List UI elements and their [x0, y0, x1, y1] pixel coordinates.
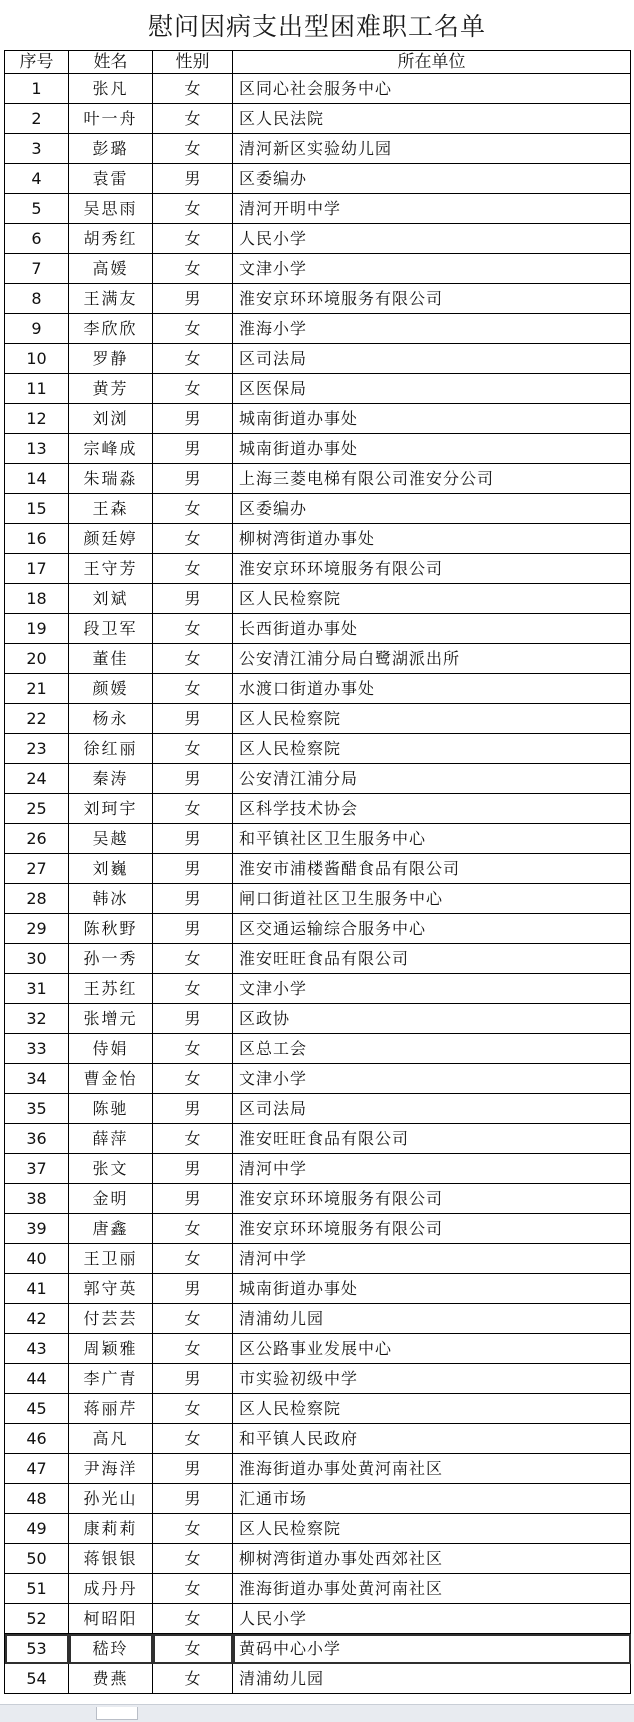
row-unit-cell[interactable]: 清河开明中学 — [233, 194, 631, 224]
row-unit-cell[interactable]: 区公路事业发展中心 — [233, 1334, 631, 1364]
row-no-cell[interactable]: 5 — [5, 194, 69, 224]
row-unit-cell[interactable]: 和平镇社区卫生服务中心 — [233, 824, 631, 854]
row-gender-cell[interactable]: 女 — [153, 344, 233, 374]
table-row — [5, 674, 631, 704]
row-name-cell[interactable]: 张增元 — [69, 1004, 153, 1034]
row-no-cell[interactable]: 20 — [5, 644, 69, 674]
table-row — [5, 704, 631, 734]
header-gender[interactable]: 性别 — [153, 51, 233, 74]
row-name-cell[interactable]: 张凡 — [69, 74, 153, 104]
table-row — [5, 254, 631, 284]
row-no-cell[interactable]: 25 — [5, 794, 69, 824]
row-name-cell[interactable]: 郭守英 — [69, 1274, 153, 1304]
row-name-cell[interactable]: 李欣欣 — [69, 314, 153, 344]
row-name-cell[interactable]: 周颖雅 — [69, 1334, 153, 1364]
row-unit-cell[interactable]: 区委编办 — [233, 494, 631, 524]
row-no-cell[interactable]: 44 — [5, 1364, 69, 1394]
row-unit-cell[interactable]: 淮海小学 — [233, 314, 631, 344]
row-no-cell[interactable]: 6 — [5, 224, 69, 254]
row-no-cell[interactable]: 11 — [5, 374, 69, 404]
table-row — [5, 1634, 631, 1664]
row-name-cell[interactable]: 付芸芸 — [69, 1304, 153, 1334]
row-name-cell[interactable]: 王守芳 — [69, 554, 153, 584]
row-no-cell[interactable]: 50 — [5, 1544, 69, 1574]
row-unit-cell[interactable]: 清浦幼儿园 — [233, 1304, 631, 1334]
table-row — [5, 524, 631, 554]
row-gender-cell[interactable]: 女 — [153, 1514, 233, 1544]
row-no-cell[interactable]: 38 — [5, 1184, 69, 1214]
row-unit-cell[interactable]: 清浦幼儿园 — [233, 1664, 631, 1694]
table-row — [5, 614, 631, 644]
row-name-cell[interactable]: 李广青 — [69, 1364, 153, 1394]
header-unit[interactable]: 所在单位 — [233, 51, 631, 74]
table-row — [5, 824, 631, 854]
row-gender-cell[interactable]: 女 — [153, 1574, 233, 1604]
row-gender-cell[interactable]: 女 — [153, 1634, 233, 1664]
row-name-cell[interactable]: 袁雷 — [69, 164, 153, 194]
row-gender-cell[interactable]: 女 — [153, 374, 233, 404]
row-name-cell[interactable]: 陈驰 — [69, 1094, 153, 1124]
row-unit-cell[interactable]: 区同心社会服务中心 — [233, 74, 631, 104]
row-name-cell[interactable]: 王森 — [69, 494, 153, 524]
row-unit-cell[interactable]: 淮安市浦楼酱醋食品有限公司 — [233, 854, 631, 884]
table-body — [5, 74, 631, 1694]
row-gender-cell[interactable]: 男 — [153, 914, 233, 944]
row-no-cell[interactable]: 4 — [5, 164, 69, 194]
row-no-cell[interactable]: 10 — [5, 344, 69, 374]
table-row — [5, 224, 631, 254]
row-gender-cell[interactable]: 男 — [153, 824, 233, 854]
row-gender-cell[interactable]: 女 — [153, 1124, 233, 1154]
row-no-cell[interactable]: 36 — [5, 1124, 69, 1154]
row-no-cell[interactable]: 29 — [5, 914, 69, 944]
row-no-cell[interactable]: 51 — [5, 1574, 69, 1604]
table-row — [5, 1544, 631, 1574]
row-no-cell[interactable]: 39 — [5, 1214, 69, 1244]
row-no-cell[interactable]: 24 — [5, 764, 69, 794]
row-gender-cell[interactable]: 女 — [153, 1664, 233, 1694]
row-unit-cell[interactable]: 淮海街道办事处黄河南社区 — [233, 1454, 631, 1484]
row-no-cell[interactable]: 48 — [5, 1484, 69, 1514]
row-no-cell[interactable]: 43 — [5, 1334, 69, 1364]
row-no-cell[interactable]: 21 — [5, 674, 69, 704]
row-name-cell[interactable]: 宗峰成 — [69, 434, 153, 464]
row-gender-cell[interactable]: 女 — [153, 974, 233, 1004]
row-gender-cell[interactable]: 女 — [153, 614, 233, 644]
row-name-cell[interactable]: 韩冰 — [69, 884, 153, 914]
row-unit-cell[interactable]: 区交通运输综合服务中心 — [233, 914, 631, 944]
table-row — [5, 1484, 631, 1514]
row-gender-cell[interactable]: 女 — [153, 134, 233, 164]
row-name-cell[interactable]: 胡秀红 — [69, 224, 153, 254]
table-row — [5, 944, 631, 974]
row-gender-cell[interactable]: 女 — [153, 944, 233, 974]
row-unit-cell[interactable]: 上海三菱电梯有限公司淮安分公司 — [233, 464, 631, 494]
row-name-cell[interactable]: 朱瑞淼 — [69, 464, 153, 494]
spreadsheet — [4, 4, 630, 1694]
row-unit-cell[interactable]: 清河中学 — [233, 1244, 631, 1274]
row-no-cell[interactable]: 9 — [5, 314, 69, 344]
row-unit-cell[interactable]: 人民小学 — [233, 224, 631, 254]
row-unit-cell[interactable]: 区科学技术协会 — [233, 794, 631, 824]
row-gender-cell[interactable]: 女 — [153, 194, 233, 224]
row-unit-cell[interactable]: 区政协 — [233, 1004, 631, 1034]
header-name[interactable]: 姓名 — [69, 51, 153, 74]
table-row — [5, 1304, 631, 1334]
row-gender-cell[interactable]: 女 — [153, 1604, 233, 1634]
row-name-cell[interactable]: 秦涛 — [69, 764, 153, 794]
row-gender-cell[interactable]: 男 — [153, 164, 233, 194]
row-gender-cell[interactable]: 女 — [153, 254, 233, 284]
table-row — [5, 1034, 631, 1064]
row-gender-cell[interactable]: 男 — [153, 434, 233, 464]
table-row — [5, 854, 631, 884]
row-no-cell[interactable]: 14 — [5, 464, 69, 494]
row-unit-cell[interactable]: 区人民检察院 — [233, 704, 631, 734]
row-name-cell[interactable]: 金明 — [69, 1184, 153, 1214]
row-no-cell[interactable]: 53 — [5, 1634, 69, 1664]
row-unit-cell[interactable]: 和平镇人民政府 — [233, 1424, 631, 1454]
sheet-title: 慰问因病支出型困难职工名单 — [147, 12, 486, 41]
table-row — [5, 1004, 631, 1034]
row-name-cell[interactable]: 王苏红 — [69, 974, 153, 1004]
row-name-cell[interactable]: 蒋丽芹 — [69, 1394, 153, 1424]
row-name-cell[interactable]: 成丹丹 — [69, 1574, 153, 1604]
table-row — [5, 1424, 631, 1454]
row-no-cell[interactable]: 49 — [5, 1514, 69, 1544]
row-name-cell[interactable]: 费燕 — [69, 1664, 153, 1694]
row-unit-cell[interactable]: 区人民检察院 — [233, 1514, 631, 1544]
row-gender-cell[interactable]: 女 — [153, 1034, 233, 1064]
table-row — [5, 1454, 631, 1484]
row-unit-cell[interactable]: 水渡口街道办事处 — [233, 674, 631, 704]
table-row — [5, 884, 631, 914]
table-row — [5, 1514, 631, 1544]
row-unit-cell[interactable]: 淮安旺旺食品有限公司 — [233, 1124, 631, 1154]
row-name-cell[interactable]: 嵇玲 — [69, 1634, 153, 1664]
row-no-cell[interactable]: 41 — [5, 1274, 69, 1304]
row-gender-cell[interactable]: 女 — [153, 74, 233, 104]
table-row — [5, 464, 631, 494]
row-gender-cell[interactable]: 男 — [153, 1154, 233, 1184]
row-gender-cell[interactable]: 女 — [153, 734, 233, 764]
row-name-cell[interactable]: 孙光山 — [69, 1484, 153, 1514]
row-gender-cell[interactable]: 女 — [153, 104, 233, 134]
row-name-cell[interactable]: 侍娟 — [69, 1034, 153, 1064]
row-gender-cell[interactable]: 女 — [153, 794, 233, 824]
row-name-cell[interactable]: 蒋银银 — [69, 1544, 153, 1574]
row-gender-cell[interactable]: 女 — [153, 674, 233, 704]
table-row — [5, 1364, 631, 1394]
row-gender-cell[interactable]: 男 — [153, 284, 233, 314]
row-name-cell[interactable]: 吴思雨 — [69, 194, 153, 224]
table-row — [5, 1574, 631, 1604]
row-name-cell[interactable]: 刘珂宇 — [69, 794, 153, 824]
row-name-cell[interactable]: 尹海洋 — [69, 1454, 153, 1484]
row-no-cell[interactable]: 1 — [5, 74, 69, 104]
row-no-cell[interactable]: 23 — [5, 734, 69, 764]
table-row — [5, 374, 631, 404]
row-unit-cell[interactable]: 人民小学 — [233, 1604, 631, 1634]
row-unit-cell[interactable]: 淮海街道办事处黄河南社区 — [233, 1574, 631, 1604]
row-unit-cell[interactable]: 淮安旺旺食品有限公司 — [233, 944, 631, 974]
row-no-cell[interactable]: 26 — [5, 824, 69, 854]
table-row — [5, 1274, 631, 1304]
row-gender-cell[interactable]: 女 — [153, 1244, 233, 1274]
row-gender-cell[interactable]: 男 — [153, 764, 233, 794]
row-no-cell[interactable]: 40 — [5, 1244, 69, 1274]
row-unit-cell[interactable]: 公安清江浦分局 — [233, 764, 631, 794]
row-no-cell[interactable]: 8 — [5, 284, 69, 314]
row-no-cell[interactable]: 33 — [5, 1034, 69, 1064]
row-gender-cell[interactable]: 男 — [153, 404, 233, 434]
table-row — [5, 1154, 631, 1184]
row-unit-cell[interactable]: 区人民检察院 — [233, 734, 631, 764]
row-no-cell[interactable]: 15 — [5, 494, 69, 524]
row-gender-cell[interactable]: 女 — [153, 554, 233, 584]
row-unit-cell[interactable]: 区总工会 — [233, 1034, 631, 1064]
row-name-cell[interactable]: 段卫军 — [69, 614, 153, 644]
row-gender-cell[interactable]: 女 — [153, 644, 233, 674]
row-unit-cell[interactable]: 公安清江浦分局白鹭湖派出所 — [233, 644, 631, 674]
table-row — [5, 764, 631, 794]
row-gender-cell[interactable]: 女 — [153, 1334, 233, 1364]
table-row — [5, 974, 631, 1004]
row-unit-cell[interactable]: 区司法局 — [233, 1094, 631, 1124]
row-gender-cell[interactable]: 男 — [153, 1454, 233, 1484]
row-gender-cell[interactable]: 女 — [153, 1064, 233, 1094]
row-unit-cell[interactable]: 城南街道办事处 — [233, 404, 631, 434]
table-row — [5, 74, 631, 104]
row-no-cell[interactable]: 42 — [5, 1304, 69, 1334]
row-name-cell[interactable]: 王卫丽 — [69, 1244, 153, 1274]
row-gender-cell[interactable]: 女 — [153, 314, 233, 344]
row-gender-cell[interactable]: 女 — [153, 1424, 233, 1454]
row-unit-cell[interactable]: 文津小学 — [233, 1064, 631, 1094]
row-no-cell[interactable]: 35 — [5, 1094, 69, 1124]
row-gender-cell[interactable]: 女 — [153, 524, 233, 554]
row-name-cell[interactable]: 柯昭阳 — [69, 1604, 153, 1634]
row-gender-cell[interactable]: 女 — [153, 1394, 233, 1424]
table-row — [5, 1394, 631, 1424]
row-no-cell[interactable]: 2 — [5, 104, 69, 134]
row-name-cell[interactable]: 王满友 — [69, 284, 153, 314]
row-name-cell[interactable]: 黄芳 — [69, 374, 153, 404]
row-no-cell[interactable]: 16 — [5, 524, 69, 554]
row-name-cell[interactable]: 刘浏 — [69, 404, 153, 434]
table-row — [5, 134, 631, 164]
row-no-cell[interactable]: 32 — [5, 1004, 69, 1034]
row-name-cell[interactable]: 董佳 — [69, 644, 153, 674]
row-unit-cell[interactable]: 淮安京环环境服务有限公司 — [233, 1184, 631, 1214]
row-no-cell[interactable]: 19 — [5, 614, 69, 644]
row-unit-cell[interactable]: 区人民检察院 — [233, 1394, 631, 1424]
row-no-cell[interactable]: 12 — [5, 404, 69, 434]
table-row — [5, 1064, 631, 1094]
row-unit-cell[interactable]: 清河中学 — [233, 1154, 631, 1184]
row-no-cell[interactable]: 27 — [5, 854, 69, 884]
row-unit-cell[interactable]: 闸口街道社区卫生服务中心 — [233, 884, 631, 914]
row-name-cell[interactable]: 刘巍 — [69, 854, 153, 884]
row-name-cell[interactable]: 杨永 — [69, 704, 153, 734]
row-name-cell[interactable]: 徐红丽 — [69, 734, 153, 764]
row-unit-cell[interactable]: 淮安京环环境服务有限公司 — [233, 1214, 631, 1244]
table-row — [5, 914, 631, 944]
row-no-cell[interactable]: 13 — [5, 434, 69, 464]
row-name-cell[interactable]: 康莉莉 — [69, 1514, 153, 1544]
table-row — [5, 434, 631, 464]
row-no-cell[interactable]: 3 — [5, 134, 69, 164]
row-gender-cell[interactable]: 男 — [153, 1184, 233, 1214]
row-unit-cell[interactable]: 黄码中心小学 — [233, 1634, 631, 1664]
table-row — [5, 344, 631, 374]
row-gender-cell[interactable]: 男 — [153, 1484, 233, 1514]
table-row — [5, 644, 631, 674]
row-no-cell[interactable]: 31 — [5, 974, 69, 1004]
row-unit-cell[interactable]: 城南街道办事处 — [233, 434, 631, 464]
table-row — [5, 734, 631, 764]
table-row — [5, 1184, 631, 1214]
row-gender-cell[interactable]: 男 — [153, 1094, 233, 1124]
table-row — [5, 404, 631, 434]
row-unit-cell[interactable]: 柳树湾街道办事处西郊社区 — [233, 1544, 631, 1574]
row-unit-cell[interactable]: 淮安京环环境服务有限公司 — [233, 554, 631, 584]
row-name-cell[interactable]: 孙一秀 — [69, 944, 153, 974]
table-row — [5, 1604, 631, 1634]
row-no-cell[interactable]: 47 — [5, 1454, 69, 1484]
row-name-cell[interactable]: 颜廷婷 — [69, 524, 153, 554]
row-unit-cell[interactable]: 汇通市场 — [233, 1484, 631, 1514]
row-name-cell[interactable]: 颜媛 — [69, 674, 153, 704]
row-no-cell[interactable]: 17 — [5, 554, 69, 584]
table-row — [5, 554, 631, 584]
row-unit-cell[interactable]: 淮安京环环境服务有限公司 — [233, 284, 631, 314]
row-name-cell[interactable]: 叶一舟 — [69, 104, 153, 134]
row-unit-cell[interactable]: 区人民检察院 — [233, 584, 631, 614]
table-row — [5, 794, 631, 824]
row-unit-cell[interactable]: 文津小学 — [233, 974, 631, 1004]
table-row — [5, 194, 631, 224]
row-gender-cell[interactable]: 男 — [153, 464, 233, 494]
row-unit-cell[interactable]: 长西街道办事处 — [233, 614, 631, 644]
row-unit-cell[interactable]: 文津小学 — [233, 254, 631, 284]
table-row — [5, 284, 631, 314]
row-name-cell[interactable]: 罗静 — [69, 344, 153, 374]
row-name-cell[interactable]: 吴越 — [69, 824, 153, 854]
sheet-tab-bar — [0, 1704, 634, 1722]
row-gender-cell[interactable]: 男 — [153, 854, 233, 884]
row-name-cell[interactable]: 薛萍 — [69, 1124, 153, 1154]
row-unit-cell[interactable]: 清河新区实验幼儿园 — [233, 134, 631, 164]
table-row — [5, 1214, 631, 1244]
row-gender-cell[interactable]: 男 — [153, 704, 233, 734]
row-unit-cell[interactable]: 城南街道办事处 — [233, 1274, 631, 1304]
header-no[interactable]: 序号 — [5, 51, 69, 74]
row-no-cell[interactable]: 28 — [5, 884, 69, 914]
row-name-cell[interactable]: 高媛 — [69, 254, 153, 284]
table-row — [5, 494, 631, 524]
sheet-tab[interactable] — [96, 1707, 138, 1720]
table-row — [5, 1124, 631, 1154]
row-no-cell[interactable]: 52 — [5, 1604, 69, 1634]
row-gender-cell[interactable]: 男 — [153, 1004, 233, 1034]
row-name-cell[interactable]: 曹金怡 — [69, 1064, 153, 1094]
table-row — [5, 584, 631, 614]
row-name-cell[interactable]: 高凡 — [69, 1424, 153, 1454]
row-no-cell[interactable]: 46 — [5, 1424, 69, 1454]
row-no-cell[interactable]: 34 — [5, 1064, 69, 1094]
row-gender-cell[interactable]: 男 — [153, 884, 233, 914]
row-gender-cell[interactable]: 女 — [153, 494, 233, 524]
table-row — [5, 104, 631, 134]
table-row — [5, 1334, 631, 1364]
row-no-cell[interactable]: 30 — [5, 944, 69, 974]
row-unit-cell[interactable]: 区委编办 — [233, 164, 631, 194]
row-no-cell[interactable]: 37 — [5, 1154, 69, 1184]
table-row — [5, 314, 631, 344]
row-unit-cell[interactable]: 区人民法院 — [233, 104, 631, 134]
table-row — [5, 1094, 631, 1124]
row-no-cell[interactable]: 7 — [5, 254, 69, 284]
row-unit-cell[interactable]: 区医保局 — [233, 374, 631, 404]
row-unit-cell[interactable]: 柳树湾街道办事处 — [233, 524, 631, 554]
table-row — [5, 1664, 631, 1694]
row-gender-cell[interactable]: 女 — [153, 1544, 233, 1574]
row-gender-cell[interactable]: 男 — [153, 1274, 233, 1304]
row-name-cell[interactable]: 刘斌 — [69, 584, 153, 614]
row-no-cell[interactable]: 18 — [5, 584, 69, 614]
row-no-cell[interactable]: 54 — [5, 1664, 69, 1694]
staff-table — [4, 50, 631, 1694]
row-gender-cell[interactable]: 男 — [153, 584, 233, 614]
table-row — [5, 1244, 631, 1274]
row-name-cell[interactable]: 彭璐 — [69, 134, 153, 164]
row-gender-cell[interactable]: 男 — [153, 1364, 233, 1394]
row-gender-cell[interactable]: 女 — [153, 1214, 233, 1244]
table-row — [5, 164, 631, 194]
row-unit-cell[interactable]: 区司法局 — [233, 344, 631, 374]
row-name-cell[interactable]: 张文 — [69, 1154, 153, 1184]
row-unit-cell[interactable]: 市实验初级中学 — [233, 1364, 631, 1394]
row-gender-cell[interactable]: 女 — [153, 224, 233, 254]
header-row — [5, 51, 631, 74]
row-gender-cell[interactable]: 女 — [153, 1304, 233, 1334]
row-name-cell[interactable]: 唐鑫 — [69, 1214, 153, 1244]
row-name-cell[interactable]: 陈秋野 — [69, 914, 153, 944]
row-no-cell[interactable]: 22 — [5, 704, 69, 734]
row-no-cell[interactable]: 45 — [5, 1394, 69, 1424]
